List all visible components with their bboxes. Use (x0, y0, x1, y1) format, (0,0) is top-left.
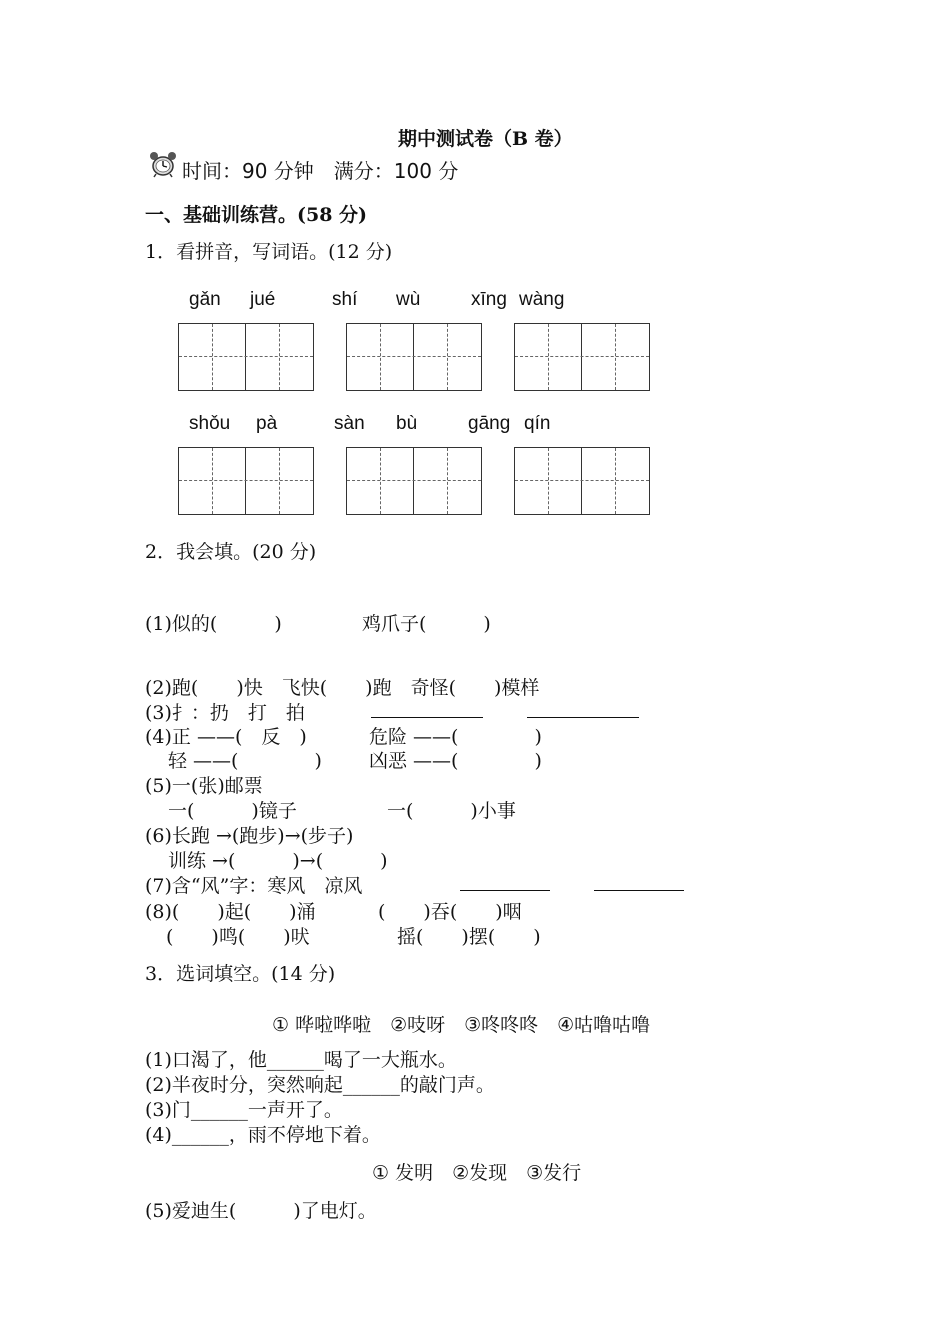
q2-line1a: (1)似的( ) (145, 613, 282, 635)
page-title: 期中测试卷（B 卷） (398, 128, 573, 150)
writing-grid-3[interactable] (514, 323, 650, 391)
q3-sentence-4: (4)______，雨不停地下着。 (145, 1124, 381, 1146)
pinyin-1: gǎn (189, 289, 221, 310)
writing-grid-6[interactable] (514, 447, 650, 515)
q2-line3: (3)扌：扔 打 拍 (145, 702, 305, 724)
q2-title: 2．我会填。(20 分) (145, 541, 317, 563)
pinyin-3: shí (332, 289, 358, 310)
q3-options-1: ① 哗啦哗啦 ②吱呀 ③咚咚咚 ④咕噜咕噜 (272, 1014, 651, 1036)
q2-line2: (2)跑( )快 飞快( )跑 奇怪( )模样 (145, 677, 540, 699)
q2-line6b: 训练 →( )→( ) (168, 850, 388, 872)
q2-line1b: 鸡爪子( ) (362, 613, 491, 635)
q3-sentence-2: (2)半夜时分，突然响起______的敲门声。 (145, 1074, 495, 1096)
writing-grid-1[interactable] (178, 323, 314, 391)
q2-line3-blank-2[interactable] (527, 699, 639, 722)
pinyin-4: wù (396, 289, 421, 310)
time-info: 时间：90 分钟 满分：100 分 (182, 159, 459, 183)
section-heading: 一、基础训练营。(58 分) (145, 204, 368, 226)
q1-title: 1．看拼音，写词语。(12 分) (145, 241, 393, 263)
q2-line5c: 一( )小事 (387, 800, 516, 822)
pinyin-12: qín (524, 413, 551, 434)
q3-options-2: ① 发明 ②发现 ③发行 (372, 1162, 582, 1184)
q3-sentence-5: (5)爱迪生( )了电灯。 (145, 1200, 377, 1222)
q2-line7: (7)含“风”字：寒风 凉风 (145, 875, 363, 897)
q2-line3-blank-1[interactable] (371, 699, 483, 722)
q2-line5a: (5)一(张)邮票 (145, 775, 263, 797)
writing-grid-5[interactable] (346, 447, 482, 515)
pinyin-10: bù (396, 413, 418, 434)
q2-line8c: ( )鸣( )吠 (166, 926, 310, 948)
q3-sentence-1: (1)口渴了，他______喝了一大瓶水。 (145, 1049, 457, 1071)
pinyin-7: shǒu (189, 413, 231, 434)
q2-line4a: (4)正 ——( 反 ) (145, 726, 307, 748)
q2-line7-blank-2[interactable] (594, 872, 684, 895)
writing-grid-2[interactable] (346, 323, 482, 391)
writing-grid-4[interactable] (178, 447, 314, 515)
q2-line5b: 一( )镜子 (168, 800, 297, 822)
pinyin-9: sàn (334, 413, 365, 434)
pinyin-5: xīng (471, 289, 507, 310)
pinyin-8: pà (256, 413, 278, 434)
pinyin-2: jué (250, 289, 276, 310)
q2-line4d: 凶恶 ——( ) (369, 750, 542, 772)
pinyin-6: wàng (519, 289, 565, 310)
q2-line8d: 摇( )摆( ) (397, 926, 541, 948)
q2-line4c: 轻 ——( ) (168, 750, 322, 772)
pinyin-11: gāng (468, 413, 511, 434)
q2-line7-blank-1[interactable] (460, 872, 550, 895)
q2-line8b: ( )吞( )咽 (378, 901, 522, 923)
alarm-clock-icon (148, 150, 178, 178)
q3-sentence-3: (3)门______一声开了。 (145, 1099, 343, 1121)
q2-line8a: (8)( )起( )涌 (145, 901, 316, 923)
q2-line4b: 危险 ——( ) (369, 726, 542, 748)
q2-line6a: (6)长跑 →(跑步)→(步子) (145, 825, 354, 847)
q3-title: 3．选词填空。(14 分) (145, 963, 336, 985)
